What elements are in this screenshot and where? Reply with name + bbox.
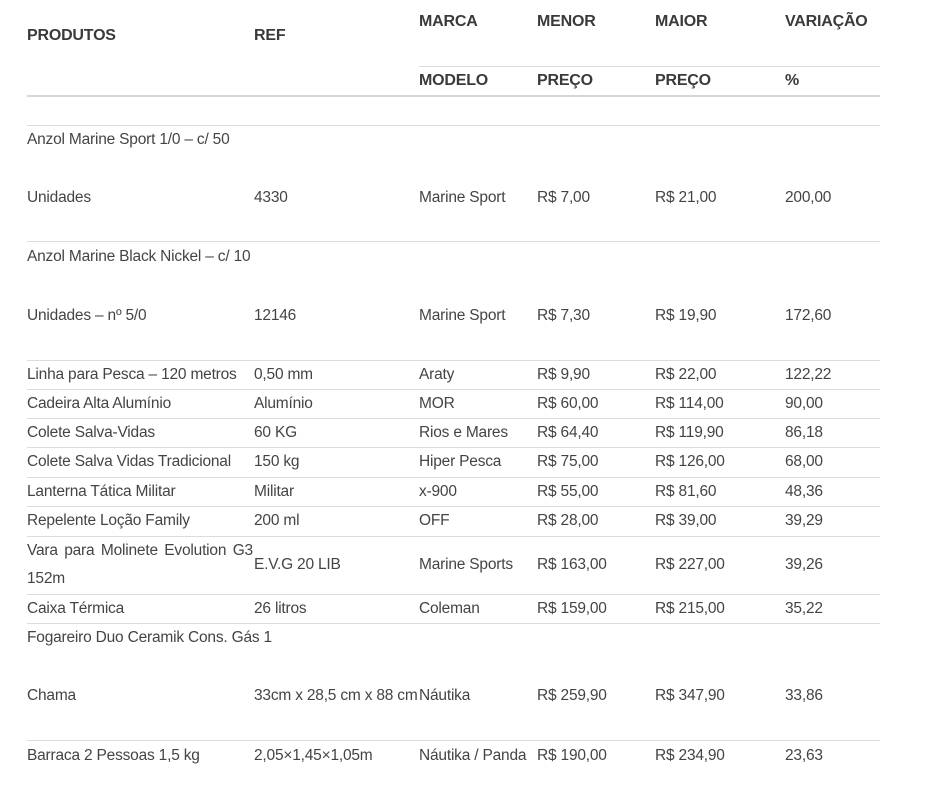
ref-cell: 33cm x 28,5 cm x 88 cm <box>254 687 418 704</box>
min-price-cell: R$ 163,00 <box>537 556 607 573</box>
product-name: Barraca 2 Pessoas 1,5 kg <box>27 747 200 764</box>
variation-cell: 68,00 <box>785 453 823 470</box>
variation-cell: 172,60 <box>785 307 832 324</box>
product-word: G3 <box>232 542 253 559</box>
header-modelo: MODELO <box>419 72 489 89</box>
variation-cell: 33,86 <box>785 687 823 704</box>
max-price-cell: R$ 234,90 <box>655 747 725 764</box>
header-variacao: VARIAÇÃO <box>785 13 868 30</box>
max-price-cell: R$ 227,00 <box>655 556 725 573</box>
brand-cell: Marine Sport <box>419 189 506 206</box>
min-price-cell: R$ 7,30 <box>537 307 590 324</box>
ref-cell: Alumínio <box>254 395 313 412</box>
ref-cell: 2,05×1,45×1,05m <box>254 747 373 764</box>
ref-cell: 0,50 mm <box>254 366 313 383</box>
product-name: Cadeira Alta Alumínio <box>27 395 171 412</box>
header-maior-preco: PREÇO <box>655 72 711 89</box>
variation-cell: 39,29 <box>785 512 823 529</box>
brand-cell: MOR <box>419 395 455 412</box>
product-name-line2: Unidades – nº 5/0 <box>27 307 147 324</box>
header-menor-preco: PREÇO <box>537 72 593 89</box>
row-divider <box>27 241 880 242</box>
row-divider <box>27 447 880 448</box>
product-name: Lanterna Tática Militar <box>27 483 176 500</box>
max-price-cell: R$ 19,90 <box>655 307 717 324</box>
brand-cell: OFF <box>419 512 450 529</box>
min-price-cell: R$ 7,00 <box>537 189 590 206</box>
max-price-cell: R$ 39,00 <box>655 512 717 529</box>
min-price-cell: R$ 64,40 <box>537 424 599 441</box>
min-price-cell: R$ 190,00 <box>537 747 607 764</box>
product-word: para <box>64 542 95 559</box>
brand-cell: Náutika <box>419 687 471 704</box>
ref-cell: 200 ml <box>254 512 300 529</box>
variation-cell: 35,22 <box>785 600 823 617</box>
min-price-cell: R$ 9,90 <box>537 366 590 383</box>
max-price-cell: R$ 126,00 <box>655 453 725 470</box>
min-price-cell: R$ 259,90 <box>537 687 607 704</box>
variation-cell: 200,00 <box>785 189 832 206</box>
variation-cell: 48,36 <box>785 483 823 500</box>
ref-cell: 4330 <box>254 189 288 206</box>
brand-cell: Coleman <box>419 600 480 617</box>
header-ref: REF <box>254 27 286 44</box>
row-divider <box>27 536 880 537</box>
min-price-cell: R$ 159,00 <box>537 600 607 617</box>
ref-cell: Militar <box>254 483 294 500</box>
variation-cell: 86,18 <box>785 424 823 441</box>
product-name: Colete Salva Vidas Tradicional <box>27 453 231 470</box>
brand-cell: Náutika / Panda <box>419 747 527 764</box>
brand-cell: Hiper Pesca <box>419 453 502 470</box>
max-price-cell: R$ 81,60 <box>655 483 717 500</box>
brand-cell: x-900 <box>419 483 457 500</box>
variation-cell: 39,26 <box>785 556 823 573</box>
row-divider <box>27 506 880 507</box>
row-divider <box>27 418 880 419</box>
brand-cell: Araty <box>419 366 455 383</box>
max-price-cell: R$ 21,00 <box>655 189 717 206</box>
product-name-line1: Anzol Marine Black Nickel – c/ 10 <box>27 248 251 265</box>
max-price-cell: R$ 347,90 <box>655 687 725 704</box>
product-word: Evolution <box>164 542 227 559</box>
min-price-cell: R$ 28,00 <box>537 512 599 529</box>
header-subdivider <box>419 66 880 67</box>
variation-cell: 23,63 <box>785 747 823 764</box>
product-name-line1 <box>27 542 253 560</box>
header-variacao-pct: % <box>785 72 800 89</box>
product-name-line1: Anzol Marine Sport 1/0 – c/ 50 <box>27 131 230 148</box>
ref-cell: 60 KG <box>254 424 297 441</box>
row-divider <box>27 477 880 478</box>
header-maior: MAIOR <box>655 13 708 30</box>
header-menor: MENOR <box>537 13 596 30</box>
product-word: Vara <box>27 542 58 559</box>
product-word: Molinete <box>100 542 158 559</box>
brand-cell: Rios e Mares <box>419 424 508 441</box>
ref-cell: 150 kg <box>254 453 300 470</box>
header-marca: MARCA <box>419 13 478 30</box>
product-name-line2: Chama <box>27 687 76 704</box>
row-divider <box>27 360 880 361</box>
product-name-line2: Unidades <box>27 189 91 206</box>
product-name: Linha para Pesca – 120 metros <box>27 366 237 383</box>
row-divider <box>27 594 880 595</box>
variation-cell: 122,22 <box>785 366 832 383</box>
min-price-cell: R$ 75,00 <box>537 453 599 470</box>
variation-cell: 90,00 <box>785 395 823 412</box>
product-name: Colete Salva-Vidas <box>27 424 155 441</box>
product-name: Repelente Loção Family <box>27 512 190 529</box>
product-name: Caixa Térmica <box>27 600 125 617</box>
max-price-cell: R$ 22,00 <box>655 366 717 383</box>
brand-cell: Marine Sports <box>419 556 513 573</box>
ref-cell: 12146 <box>254 307 297 324</box>
row-divider <box>27 740 880 741</box>
row-divider <box>27 389 880 390</box>
max-price-cell: R$ 215,00 <box>655 600 725 617</box>
min-price-cell: R$ 60,00 <box>537 395 599 412</box>
brand-cell: Marine Sport <box>419 307 506 324</box>
max-price-cell: R$ 114,00 <box>655 395 724 412</box>
row-divider <box>27 125 880 126</box>
header-divider <box>27 95 880 97</box>
row-divider <box>27 623 880 624</box>
ref-cell: E.V.G 20 LIB <box>254 556 341 573</box>
product-name-line1: Fogareiro Duo Ceramik Cons. Gás 1 <box>27 629 272 646</box>
ref-cell: 26 litros <box>254 600 307 617</box>
min-price-cell: R$ 55,00 <box>537 483 599 500</box>
max-price-cell: R$ 119,90 <box>655 424 724 441</box>
header-produtos: PRODUTOS <box>27 27 116 44</box>
product-name-line2: 152m <box>27 570 65 587</box>
